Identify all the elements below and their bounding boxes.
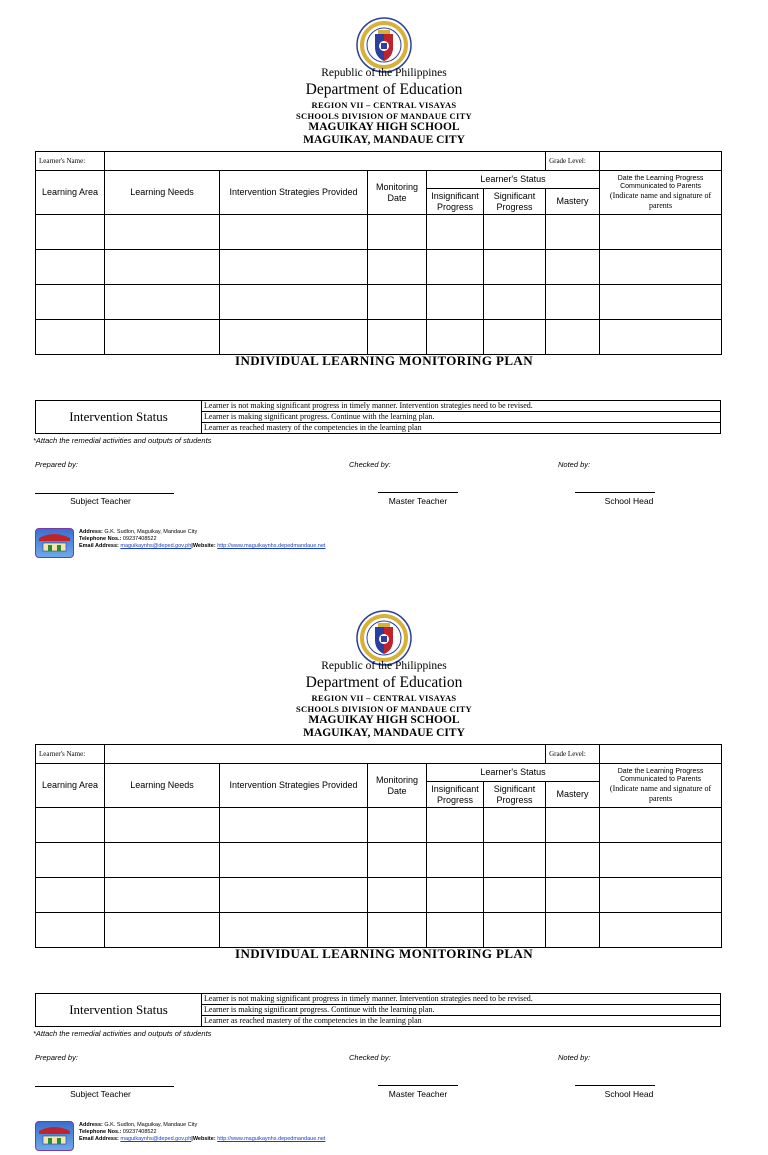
table-cell[interactable] [368, 320, 427, 355]
master-teacher-label: Master Teacher [388, 1089, 448, 1099]
col-learning-area: Learning Area [36, 171, 105, 215]
grade-level-field[interactable] [600, 152, 722, 171]
plan-title: INDIVIDUAL LEARNING MONITORING PLAN [235, 353, 533, 368]
table-cell[interactable] [36, 320, 105, 355]
intervention-status-label: Intervention Status [36, 994, 202, 1027]
status-item-revise: Learner is not making significant progress in timely manner. Intervention strategies need to be revised. [202, 401, 721, 412]
email-label: Email Address: [79, 1136, 119, 1143]
footer-contact [79, 1122, 325, 1144]
table-cell[interactable] [36, 250, 105, 285]
table-cell[interactable] [368, 878, 427, 913]
table-row [36, 250, 722, 285]
school-head-label: School Head [604, 496, 654, 506]
noted-by-label: Noted by: [558, 1053, 591, 1062]
communicated-note: (Indicate name and signature of parents [609, 191, 712, 210]
table-cell[interactable] [484, 808, 546, 843]
school-logo [35, 1121, 74, 1151]
table-cell[interactable] [368, 913, 427, 948]
status-item-mastery: Learner as reached mastery of the competencies in the learning plan [202, 423, 721, 434]
table-cell[interactable] [427, 215, 484, 250]
communicated-title: Date the Learning Progress Communicated to Parents [617, 768, 704, 784]
table-cell[interactable] [546, 878, 600, 913]
col-learning-area: Learning Area [36, 764, 105, 808]
table-cell[interactable] [484, 913, 546, 948]
telephone-label: Telephone Nos.: [79, 536, 122, 543]
footer-contact [79, 529, 325, 551]
col-intervention-strategies: Intervention Strategies Provided [220, 764, 368, 808]
school-name: MAGUIKAY HIGH SCHOOL [308, 714, 460, 726]
website-link[interactable]: http://www.maguikaynhs.depedmandaue.net [217, 1136, 326, 1143]
department-title: Department of Education [305, 674, 463, 691]
table-cell[interactable] [427, 320, 484, 355]
division-text: SCHOOLS DIVISION OF MANDAUE CITY [295, 111, 472, 121]
prepared-by-label: Prepared by: [35, 460, 78, 469]
deped-seal-logo [356, 17, 412, 73]
table-cell[interactable] [484, 878, 546, 913]
table-cell[interactable] [36, 808, 105, 843]
table-cell[interactable] [546, 808, 600, 843]
table-cell[interactable] [427, 843, 484, 878]
table-cell[interactable] [105, 843, 220, 878]
status-item-revise: Learner is not making significant progress in timely manner. Intervention strategies need to be revised. [202, 994, 721, 1005]
table-cell[interactable] [546, 913, 600, 948]
table-cell[interactable] [600, 215, 722, 250]
table-cell[interactable] [600, 808, 722, 843]
table-cell[interactable] [484, 320, 546, 355]
table-cell[interactable] [220, 285, 368, 320]
plan-title: INDIVIDUAL LEARNING MONITORING PLAN [235, 946, 533, 961]
table-cell[interactable] [600, 285, 722, 320]
master-teacher-signature-line[interactable] [378, 492, 458, 493]
table-cell[interactable] [105, 878, 220, 913]
school-location: MAGUIKAY, MANDAUE CITY [303, 134, 465, 146]
communicated-note: (Indicate name and signature of parents [609, 784, 712, 803]
table-cell[interactable] [546, 320, 600, 355]
table-cell[interactable] [427, 913, 484, 948]
table-cell[interactable] [600, 320, 722, 355]
telephone-value: 09237408522 [122, 536, 157, 543]
table-cell[interactable] [546, 843, 600, 878]
table-cell[interactable] [427, 878, 484, 913]
table-cell[interactable] [220, 878, 368, 913]
school-location: MAGUIKAY, MANDAUE CITY [303, 727, 465, 739]
prepared-by-label: Prepared by: [35, 1053, 78, 1062]
table-cell[interactable] [220, 250, 368, 285]
table-cell[interactable] [484, 285, 546, 320]
table-row [36, 320, 722, 355]
learner-name-label: Learner's Name: [36, 745, 105, 764]
table-cell[interactable] [220, 843, 368, 878]
email-link[interactable]: maguikaynhs@deped.gov.ph [120, 1136, 192, 1143]
school-name: MAGUIKAY HIGH SCHOOL [308, 121, 460, 133]
division-text: SCHOOLS DIVISION OF MANDAUE CITY [295, 704, 472, 714]
intervention-status-table [35, 400, 721, 434]
attach-note: *Attach the remedial activities and outputs of students [33, 1029, 212, 1038]
col-significant-progress: Significant Progress [484, 782, 546, 808]
table-row [36, 843, 722, 878]
table-cell[interactable] [36, 913, 105, 948]
table-row [36, 215, 722, 250]
table-cell[interactable] [546, 215, 600, 250]
address-value: G.K. Sudlon, Maguikay, Mandaue City [104, 1122, 198, 1128]
col-intervention-strategies: Intervention Strategies Provided [220, 171, 368, 215]
table-cell[interactable] [220, 215, 368, 250]
subject-teacher-signature-line[interactable] [35, 1086, 174, 1087]
deped-seal-logo [356, 610, 412, 666]
table-cell[interactable] [546, 250, 600, 285]
checked-by-label: Checked by: [349, 1053, 391, 1062]
col-insignificant-progress: Insignificant Progress [427, 782, 484, 808]
status-item-mastery: Learner as reached mastery of the competencies in the learning plan [202, 1016, 721, 1027]
noted-by-label: Noted by: [558, 460, 591, 469]
col-learning-needs: Learning Needs [105, 171, 220, 215]
region-text: REGION VII – CENTRAL VISAYAS [311, 100, 457, 110]
table-cell[interactable] [36, 843, 105, 878]
table-cell[interactable] [105, 285, 220, 320]
telephone-value: 09237408522 [122, 1129, 157, 1136]
table-cell[interactable] [368, 285, 427, 320]
table-cell[interactable] [368, 843, 427, 878]
col-learning-needs: Learning Needs [105, 764, 220, 808]
table-cell[interactable] [368, 250, 427, 285]
table-cell[interactable] [600, 913, 722, 948]
table-cell[interactable] [220, 320, 368, 355]
col-monitoring-date: Monitoring Date [368, 764, 427, 808]
table-cell[interactable] [220, 913, 368, 948]
table-cell[interactable] [600, 878, 722, 913]
address-value: G.K. Sudlon, Maguikay, Mandaue City [104, 529, 198, 535]
website-label: |Website: [191, 1136, 216, 1143]
table-cell[interactable] [484, 215, 546, 250]
table-cell[interactable] [105, 250, 220, 285]
table-cell[interactable] [105, 913, 220, 948]
learner-name-label: Learner's Name: [36, 152, 105, 171]
intervention-status-label: Intervention Status [36, 401, 202, 434]
table-cell[interactable] [105, 808, 220, 843]
table-cell[interactable] [484, 843, 546, 878]
table-cell[interactable] [368, 215, 427, 250]
subject-teacher-label: Subject Teacher [70, 496, 131, 506]
col-communicated-to-parents [600, 171, 722, 215]
table-cell[interactable] [220, 808, 368, 843]
master-teacher-label: Master Teacher [388, 496, 448, 506]
table-cell[interactable] [427, 808, 484, 843]
school-logo [35, 528, 74, 558]
monitoring-table [35, 744, 722, 948]
checked-by-label: Checked by: [349, 460, 391, 469]
website-link[interactable]: http://www.maguikaynhs.depedmandaue.net [217, 543, 326, 550]
table-cell[interactable] [600, 843, 722, 878]
communicated-title: Date the Learning Progress Communicated to Parents [617, 175, 704, 191]
department-title: Department of Education [305, 81, 463, 98]
republic-text: Republic of the Philippines [321, 67, 447, 79]
form-page-2 [0, 593, 768, 1143]
col-mastery: Mastery [546, 189, 600, 215]
col-mastery: Mastery [546, 782, 600, 808]
status-item-continue: Learner is making significant progress. Continue with the learning plan. [202, 412, 721, 423]
table-row [36, 285, 722, 320]
telephone-label: Telephone Nos.: [79, 1129, 122, 1136]
table-cell[interactable] [427, 250, 484, 285]
website-label: |Website: [191, 543, 216, 550]
table-row [36, 913, 722, 948]
republic-text: Republic of the Philippines [321, 660, 447, 672]
monitoring-table [35, 151, 722, 355]
table-row [36, 878, 722, 913]
table-cell[interactable] [368, 808, 427, 843]
address-label: Address: [79, 1122, 103, 1128]
col-insignificant-progress: Insignificant Progress [427, 189, 484, 215]
learner-name-field[interactable] [105, 152, 546, 171]
region-text: REGION VII – CENTRAL VISAYAS [311, 693, 457, 703]
table-cell[interactable] [427, 285, 484, 320]
col-significant-progress: Significant Progress [484, 189, 546, 215]
address-label: Address: [79, 529, 103, 535]
learner-name-field[interactable] [105, 745, 546, 764]
table-cell[interactable] [600, 250, 722, 285]
grade-level-label: Grade Level: [546, 152, 600, 171]
grade-level-field[interactable] [600, 745, 722, 764]
table-cell[interactable] [546, 285, 600, 320]
email-label: Email Address: [79, 543, 119, 550]
col-communicated-to-parents [600, 764, 722, 808]
school-head-label: School Head [604, 1089, 654, 1099]
email-link[interactable]: maguikaynhs@deped.gov.ph [120, 543, 192, 550]
table-row [36, 808, 722, 843]
col-monitoring-date: Monitoring Date [368, 171, 427, 215]
table-cell[interactable] [36, 285, 105, 320]
col-learners-status: Learner's Status [427, 171, 600, 189]
table-cell[interactable] [36, 878, 105, 913]
status-item-continue: Learner is making significant progress. Continue with the learning plan. [202, 1005, 721, 1016]
table-cell[interactable] [484, 250, 546, 285]
subject-teacher-signature-line[interactable] [35, 493, 174, 494]
school-head-signature-line[interactable] [575, 1085, 655, 1086]
master-teacher-signature-line[interactable] [378, 1085, 458, 1086]
col-learners-status: Learner's Status [427, 764, 600, 782]
attach-note: *Attach the remedial activities and outputs of students [33, 436, 212, 445]
table-cell[interactable] [105, 320, 220, 355]
grade-level-label: Grade Level: [546, 745, 600, 764]
table-cell[interactable] [36, 215, 105, 250]
table-cell[interactable] [105, 215, 220, 250]
intervention-status-table [35, 993, 721, 1027]
school-head-signature-line[interactable] [575, 492, 655, 493]
subject-teacher-label: Subject Teacher [70, 1089, 131, 1099]
